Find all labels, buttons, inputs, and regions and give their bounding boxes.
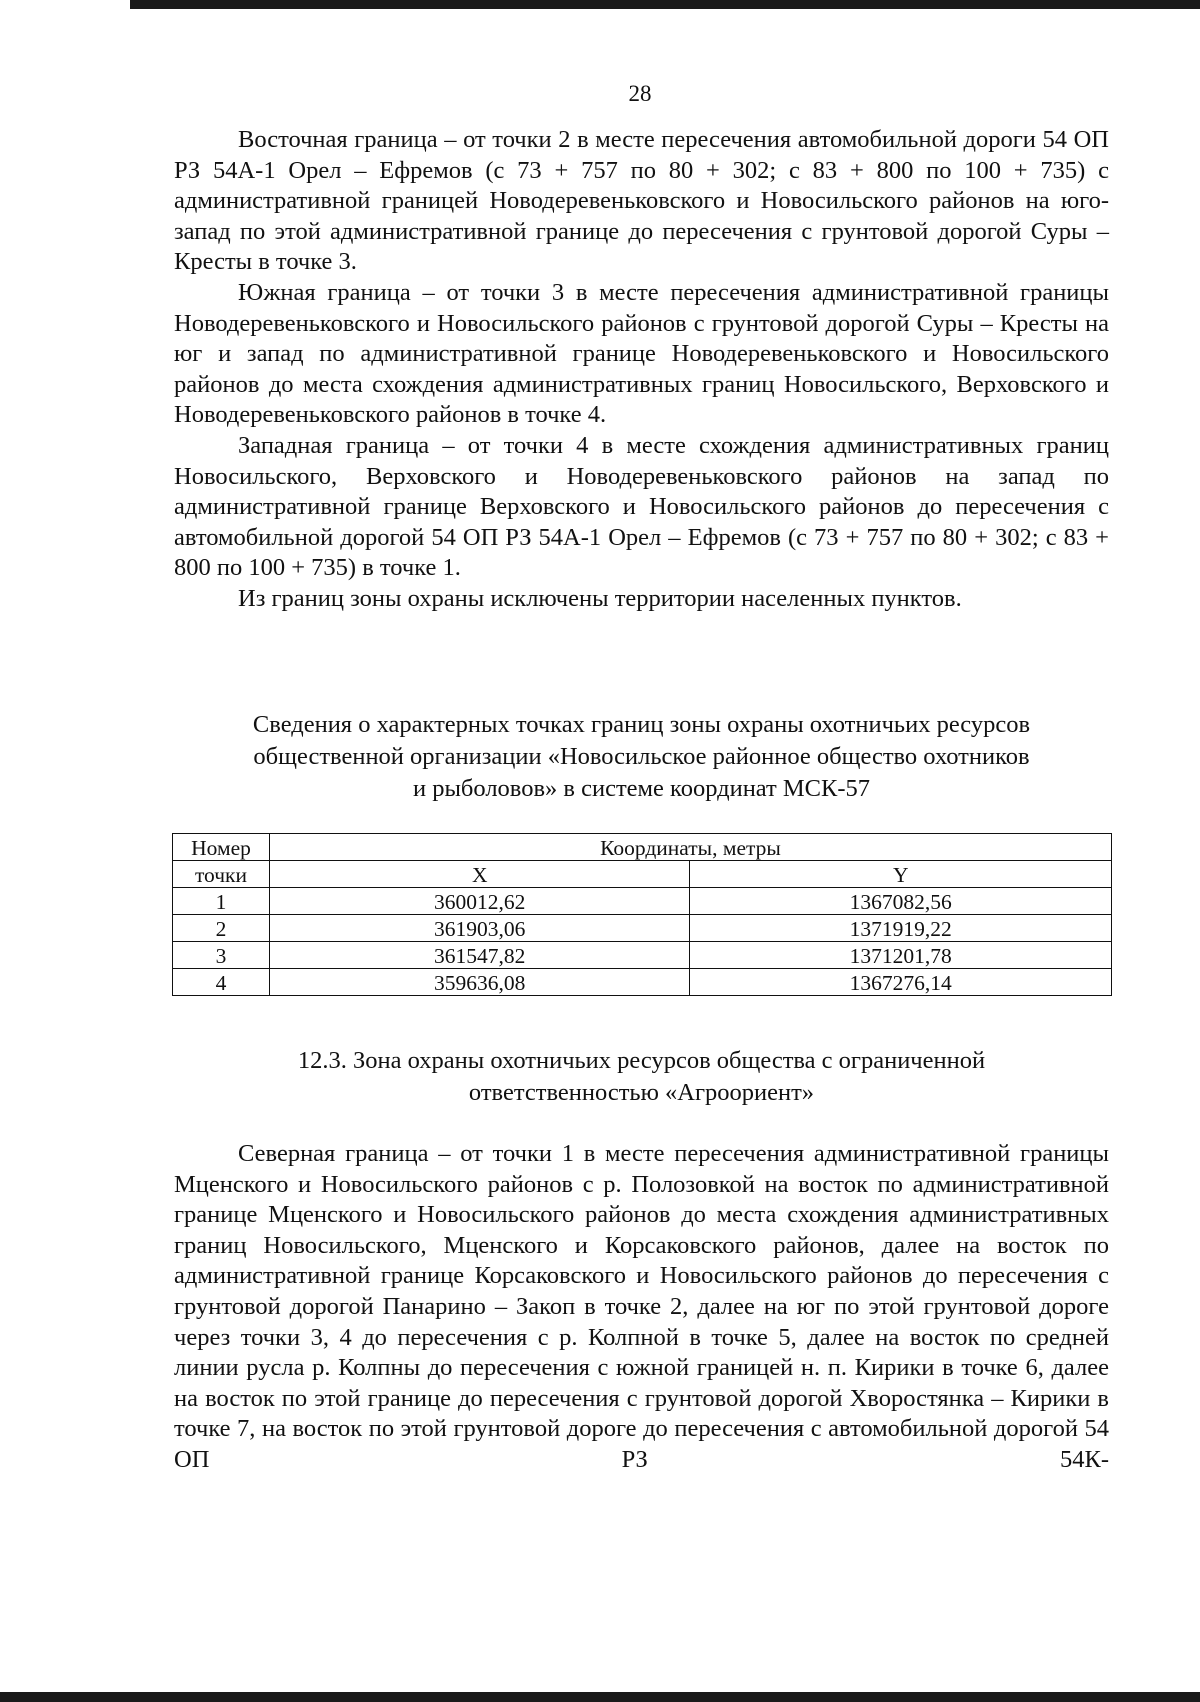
table-caption-line-3: и рыболовов» в системе координат МСК-57: [412, 775, 871, 802]
table-header-row: [173, 834, 1112, 861]
table-caption-line-2: общественной организации «Новосильское районное общество охотников: [253, 743, 1030, 770]
north-border-paragraph: Северная граница – от точки 1 в месте пересечения административной границы Мценского и Новосильского районов с р. Полозовкой на восток по административной границе Мценского и Новосильского районов до места схождения административных границ Новосильского, Мценского и Корсаковского районов, далее на восток по административной границе Корсаковского и Новосильского районов до пересечения с грунтовой дорогой Панарино – Закоп в точке 2, далее на юг по этой грунтовой дороге через точки 3, 4 до пересечения с р. Колпной в точке 5, далее на восток по средней линии русла р. Колпны до пересечения с южной границей н. п. Кирики в точке 6, далее на восток по этой границе до пересечения с грунтовой дорогой Хворостянка – Кирики в точке 7, на восток по этой грунтовой дороге до пересечения с автомобильной дорогой 54 ОП РЗ 54К-: [174, 1140, 1109, 1473]
top-scan-border: [130, 0, 1200, 9]
header-y: Y: [690, 861, 1112, 888]
table-caption: [174, 709, 1109, 805]
header-point-number-bottom: точки: [173, 861, 270, 888]
point-number-cell: 4: [173, 969, 270, 996]
x-coordinate-cell: 360012,62: [269, 888, 690, 915]
section-1-text: [174, 125, 1109, 615]
point-number-cell: 3: [173, 942, 270, 969]
x-coordinate-cell: 361547,82: [269, 942, 690, 969]
section-2-text: [174, 1139, 1109, 1476]
y-coordinate-cell: 1371201,78: [690, 942, 1112, 969]
header-x: X: [269, 861, 690, 888]
bottom-scan-border: [0, 1692, 1200, 1702]
header-coordinates: Координаты, метры: [269, 834, 1111, 861]
section-2-heading-line-2: ответственностью «Агроориент»: [468, 1079, 815, 1106]
south-border-paragraph: Южная граница – от точки 3 в месте пересечения административной границы Новодеревеньковского и Новосильского районов с грунтовой дорогой Суры – Кресты на юг и запад по административной границе Новодеревеньковского и Новосильского районов до места схождения административных границ Новосильского, Верховского и Новодеревеньковского районов в точке 4.: [174, 278, 1109, 429]
table-row: [173, 888, 1112, 915]
section-2-heading: [174, 1045, 1109, 1109]
point-number-cell: 2: [173, 915, 270, 942]
table-caption-line-1: Сведения о характерных точках границ зоны охраны охотничьих ресурсов: [252, 711, 1031, 738]
table-row: [173, 969, 1112, 996]
table-row: [173, 915, 1112, 942]
point-number-cell: 1: [173, 888, 270, 915]
header-point-number-top: Номер: [173, 834, 270, 861]
page-number: [0, 80, 1200, 108]
y-coordinate-cell: 1367082,56: [690, 888, 1112, 915]
east-border-paragraph: Восточная граница – от точки 2 в месте пересечения автомобильной дороги 54 ОП РЗ 54А-1 Орел – Ефремов (с 73 + 757 по 80 + 302; с 83 + 800 по 100 + 735) с административной границей Новодеревеньковского и Новосильского районов на юго-запад по этой административной границе до пересечения с грунтовой дорогой Суры – Кресты в точке 3.: [174, 126, 1109, 276]
table-row: [173, 942, 1112, 969]
coordinates-table: [172, 833, 1112, 996]
x-coordinate-cell: 359636,08: [269, 969, 690, 996]
page-number-text: 28: [628, 81, 652, 106]
west-border-paragraph: Западная граница – от точки 4 в месте схождения административных границ Новосильского, Верховского и Новодеревеньковского районов на запад по административной границе Верховского и Новосильского районов до пересечения с автомобильной дорогой 54 ОП РЗ 54А-1 Орел – Ефремов (с 73 + 757 по 80 + 302; с 83 + 800 по 100 + 735) в точке 1.: [174, 431, 1109, 582]
section-2-heading-line-1: 12.3. Зона охраны охотничьих ресурсов общества с ограниченной: [297, 1047, 986, 1074]
y-coordinate-cell: 1367276,14: [690, 969, 1112, 996]
exclusion-paragraph: Из границ зоны охраны исключены территории населенных пунктов.: [238, 584, 962, 612]
y-coordinate-cell: 1371919,22: [690, 915, 1112, 942]
x-coordinate-cell: 361903,06: [269, 915, 690, 942]
table-subheader-row: [173, 861, 1112, 888]
